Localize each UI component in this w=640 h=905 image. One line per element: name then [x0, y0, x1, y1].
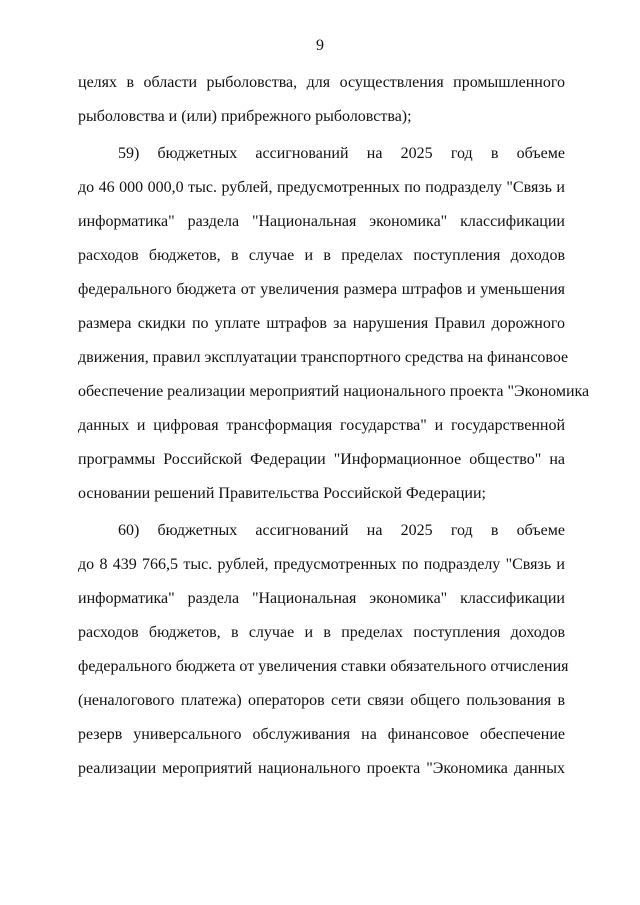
text-line: федерального бюджета от увеличения ставки обязательного отчисления: [78, 658, 569, 675]
text-line: 59) бюджетных ассигнований на 2025 год в объеме: [118, 145, 565, 162]
text-line: рыболовства и (или) прибрежного рыболовства);: [78, 108, 412, 125]
text-line: программы Российской Федерации "Информационное общество" на: [78, 451, 565, 468]
text-line: расходов бюджетов, в случае и в пределах поступления доходов: [78, 624, 565, 641]
text-line: информатика" раздела "Национальная экономика" классификации: [78, 213, 565, 230]
text-line: обеспечение реализации мероприятий национального проекта "Экономика: [78, 383, 590, 400]
text-line: информатика" раздела "Национальная экономика" классификации: [78, 590, 565, 607]
text-line: федерального бюджета от увеличения размера штрафов и уменьшения: [78, 281, 565, 298]
text-line: целях в области рыболовства, для осуществления промышленного: [78, 74, 565, 91]
text-line: реализации мероприятий национального проекта "Экономика данных: [78, 760, 565, 777]
text-line: данных и цифровая трансформация государства" и государственной: [78, 417, 565, 434]
text-line: (неналогового платежа) операторов сети связи общего пользования в: [78, 692, 565, 709]
text-line: до 8 439 766,5 тыс. рублей, предусмотренных по подразделу "Связь и: [78, 556, 565, 573]
text-line: резерв универсального обслуживания на финансовое обеспечение: [78, 726, 565, 743]
text-line: до 46 000 000,0 тыс. рублей, предусмотренных по подразделу "Связь и: [78, 179, 565, 196]
text-line: 60) бюджетных ассигнований на 2025 год в объеме: [118, 522, 565, 539]
text-line: движения, правил эксплуатации транспортного средства на финансовое: [78, 349, 569, 366]
text-line: размера скидки по уплате штрафов за нарушения Правил дорожного: [78, 315, 565, 332]
text-line: расходов бюджетов, в случае и в пределах поступления доходов: [78, 247, 565, 264]
text-line: основании решений Правительства Российской Федерации;: [78, 485, 486, 502]
page-number: 9: [316, 37, 324, 54]
